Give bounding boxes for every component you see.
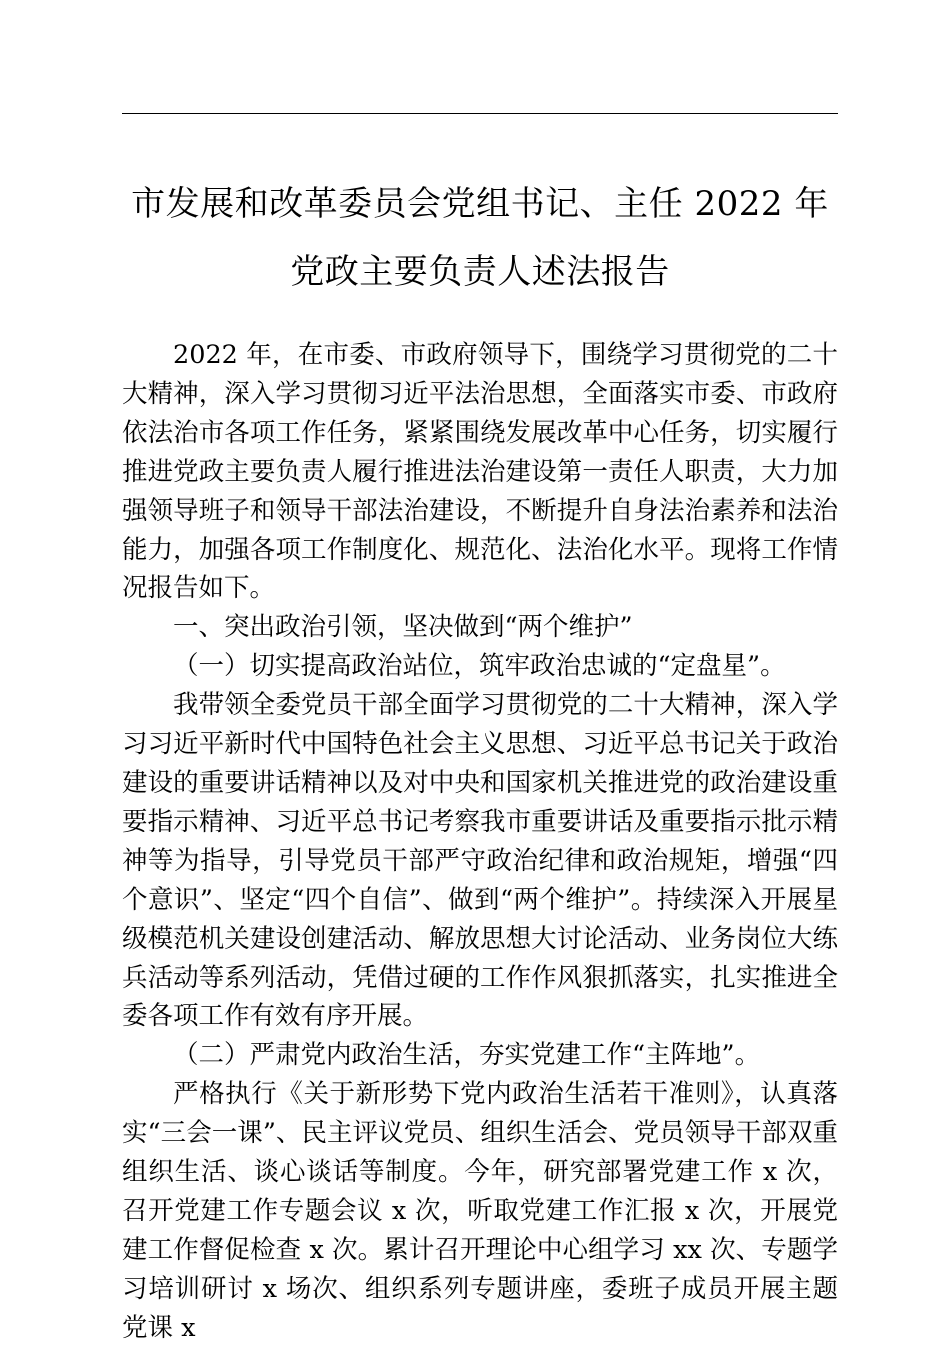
subsection-heading: （一）切实提高政治站位，筑牢政治忠诚的“定盘星”。 <box>173 651 786 682</box>
section-heading: 一、突出政治引领，坚决做到“两个维护” <box>173 612 633 643</box>
header-rule <box>122 113 838 114</box>
document-body <box>122 336 838 1348</box>
body-paragraph: 我带领全委党员干部全面学习贯彻党的二十大精神，深入学习习近平新时代中国特色社会主义思想、习近平总书记关于政治建设的重要讲话精神以及对中央和国家机关推进党的政治建设重要指示精神、习近平总书记考察我市重要讲话及重要指示批示精神等为指导，引导党员干部严守政治纪律和政治规矩，增强“四个意识”、坚定“四个自信”、做到“两个维护”。持续深入开展星级模范机关建设创建活动、解放思想大讨论活动、业务岗位大练兵活动等系列活动，凭借过硬的工作作风狠抓落实，扎实推进全委各项工作有效有序开展。 <box>122 690 838 1032</box>
title-line-2: 党政主要负责人述法报告 <box>290 252 670 292</box>
body-paragraph: 严格执行《关于新形势下党内政治生活若干准则》，认真落实“三会一课”、民主评议党员、组织生活会、党员领导干部双重组织生活、谈心谈话等制度。今年，研究部署党建工作 x 次，召开党建工作专题会议 x 次，听取党建工作汇报 x 次，开展党建工作督促检查 x 次。累计召开理论中心组学习 xx 次、专题学习培训研讨 x 场次、组织系列专题讲座，委班子成员开展主题党课 x <box>122 1079 838 1343</box>
intro-paragraph: 2022 年，在市委、市政府领导下，围绕学习贯彻党的二十大精神，深入学习贯彻习近平法治思想，全面落实市委、市政府依法治市各项工作任务，紧紧围绕发展改革中心任务，切实履行推进党政主要负责人履行推进法治建设第一责任人职责，大力加强领导班子和领导干部法治建设，不断提升自身法治素养和法治能力，加强各项工作制度化、规范化、法治化水平。现将工作情况报告如下。 <box>122 340 838 604</box>
document-title <box>110 170 850 306</box>
title-line-1: 市发展和改革委员会党组书记、主任 2022 年 <box>131 184 829 224</box>
subsection-heading: （二）严肃党内政治生活，夯实党建工作“主阵地”。 <box>173 1040 761 1071</box>
